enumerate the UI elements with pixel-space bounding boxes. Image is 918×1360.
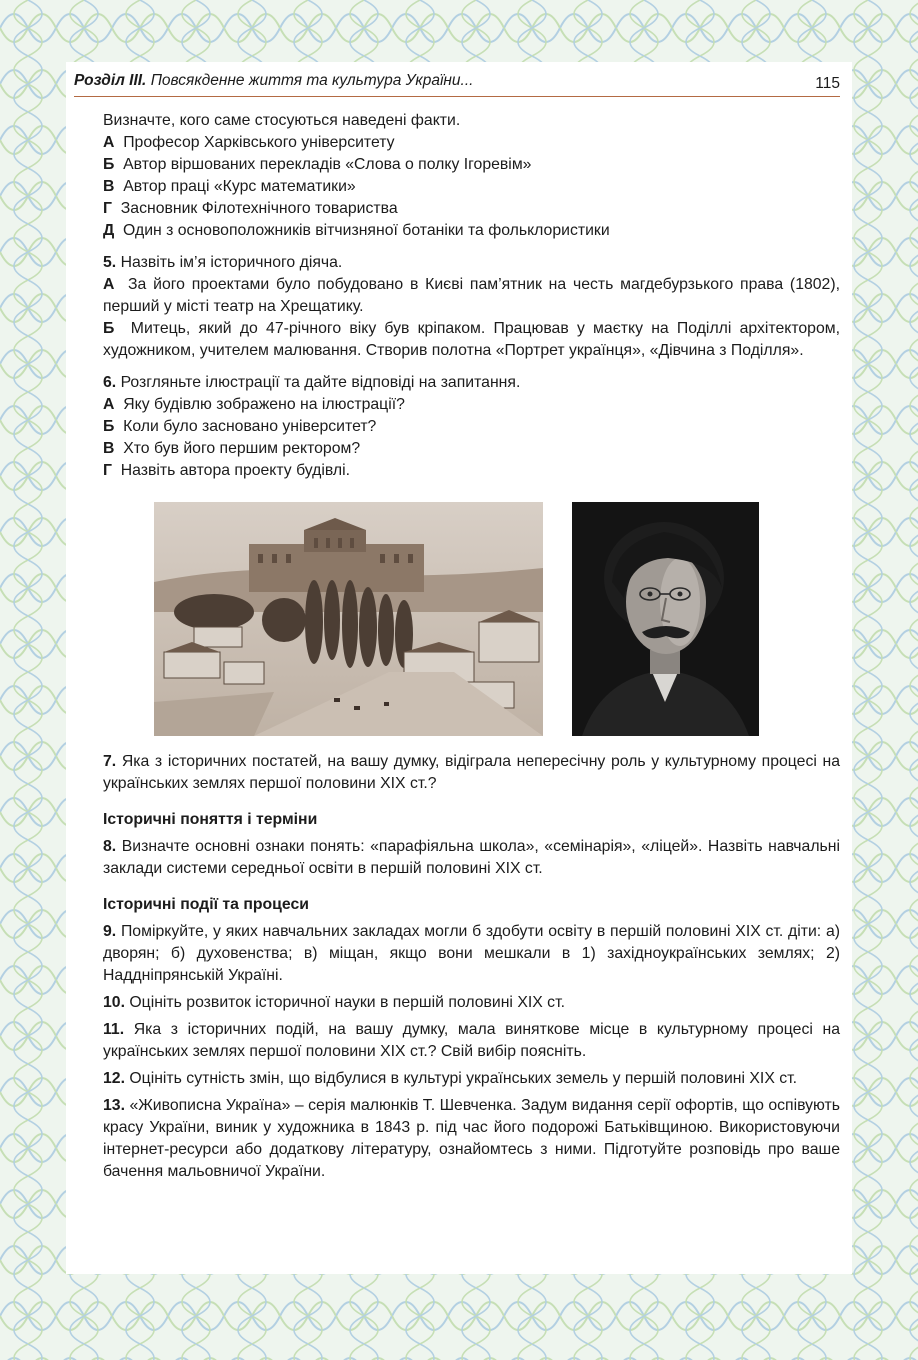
question-6: 6. Розгляньте ілюстрації та дайте відповіді на запитання. [103, 374, 521, 391]
list-item: Д Один з основоположників вітчизняної ботаніки та фольклористики [103, 222, 610, 239]
page-header [74, 70, 840, 97]
question-13: 13. «Живописна Україна» – серія малюнків Т. Шевченка. Задум видання серії офортів, що оспівують красу України, виник у художника в 1843 р. під час його подорожі Батьківщиною. Використовуючи інтернет-ресурси або додаткову літературу, ознайомтесь з ними. Підготуйте розповідь про ваше бачення мальовничої України. [103, 1097, 840, 1180]
question-5-item-b: Б Митець, який до 47-річного віку був кріпаком. Працював у маєтку на Поділлі архітектором, художником, учителем малювання. Створив полотна «Портрет українця», «Дівчина з Поділля». [103, 320, 840, 359]
question-6-items [103, 394, 840, 482]
question-9: 9. Поміркуйте, у яких навчальних закладах могли б здобути освіту в першій половині XIX ст. діти: а) дворян; б) духовенства; в) міщан, якщо вони мешкали в 1) західноукраїнських землях; 2) Наддніпрянській Україні. [103, 923, 840, 984]
list-item: А Професор Харківського університету [103, 134, 395, 151]
section-heading-terms: Історичні поняття і терміни [103, 811, 318, 828]
page-content [103, 110, 840, 1183]
question-10: 10. Оцініть розвиток історичної науки в першій половині XIX ст. [103, 994, 565, 1011]
section-heading-events: Історичні події та процеси [103, 896, 309, 913]
running-title [74, 72, 473, 90]
list-item: Г Назвіть автора проекту будівлі. [103, 462, 351, 479]
section-title: Повсякденне життя та культура України... [150, 72, 474, 89]
list-item: В Хто був його першим ректором? [103, 440, 361, 457]
list-item: Г Засновник Філотехнічного товариства [103, 200, 398, 217]
list-item: А Яку будівлю зображено на ілюстрації? [103, 396, 405, 413]
intro-text: Визначте, кого саме стосуються наведені факти. [103, 112, 461, 129]
question-12: 12. Оцініть сутність змін, що відбулися в культурі українських земель у першій половині XIX ст. [103, 1070, 798, 1087]
portrait-photo [572, 502, 759, 736]
question-8: 8. Визначте основні ознаки понять: «парафіяльна школа», «семінарія», «ліцей». Назвіть навчальні заклади системи середньої освіти в першій половині XIX ст. [103, 838, 840, 877]
question-5-item-a: А За його проектами було побудовано в Києві пам’ятник на честь магдебурзького права (1802), перший у місті театр на Хрещатику. [103, 276, 840, 315]
section-label: Розділ ІІІ. [74, 72, 147, 89]
facts-list [103, 132, 840, 242]
list-item: В Автор праці «Курс математики» [103, 178, 356, 195]
page-number: 115 [815, 75, 840, 92]
question-7: 7. Яка з історичних постатей, на вашу думку, відіграла непересічну роль у культурному процесі на українських землях першої половини XIX ст.? [103, 753, 841, 792]
list-item: Б Автор віршованих перекладів «Слова о полку Ігоревім» [103, 156, 532, 173]
question-11: 11. Яка з історичних подій, на вашу думку, мала виняткове місце в культурному процесі на українських землях першої половини XIX ст.? Свій вибір поясніть. [103, 1021, 840, 1060]
question-5: 5. Назвіть ім’я історичного діяча. [103, 254, 343, 271]
university-building-engraving [154, 502, 543, 736]
list-item: Б Коли було засновано університет? [103, 418, 377, 435]
illustrations [103, 492, 840, 746]
